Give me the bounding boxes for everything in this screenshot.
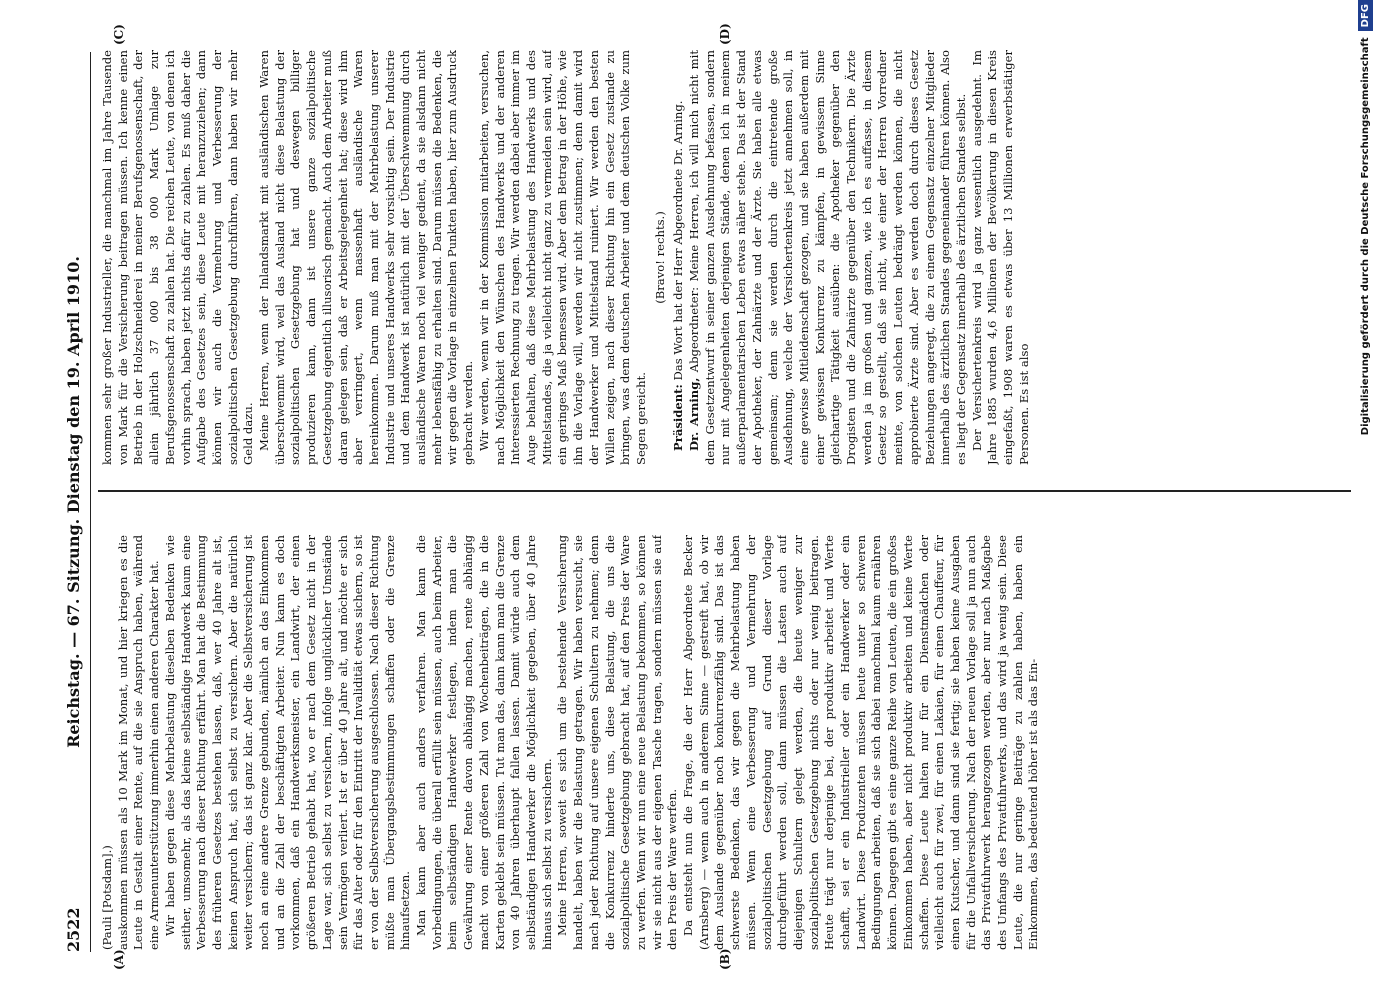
- paragraph: Meine Herren, wenn der Inlandsmarkt mit ausländischen Waren überschwemmt wird, weil das Ausland nicht diese Belastung der sozialpolitischen Gesetzgebung hat und deswegen billiger produzieren kann, dann ist unsere ganze sozialpolitische Gesetzgebung eigentlich illusorisch gemacht. Auch dem Arbeiter muß daran gelegen sein, daß er Arbeitsgelegenheit hat; diese wird ihm aber verringert, wenn massenhaft ausländische Waren hereinkommen. Darum muß man mit der Mehrbelastung unserer Industrie und unseres Handwerks sehr vorsichtig sein. Der Industrie und dem Handwerk ist natürlich mit der Überschwemmung durch ausländische Waren noch viel weniger gedient, da sie alsdann nicht mehr lebensfähig zu erhalten sind. Darum müssen die Bedenken, die wir gegen die Vorlage in einzelnen Punkten haben, hier zum Ausdruck gebracht werden.: [257, 50, 476, 465]
- header-rule: [90, 52, 91, 952]
- paragraph: Meine Herren, soweit es sich um die bestehende Versicherung handelt, haben wir die Belastung getragen. Wir haben versucht, sie nach jeder Richtung auf unsere eigenen Schultern zu nehmen; denn die Konkurrenz hinderte uns, diese Belastung, die uns die sozialpolitische Gesetzgebung gebracht hat, auf den Preis der Ware zu werfen. Wenn wir nun eine neue Belastung bekommen, so können wir sie nicht aus der eigenen Tasche tragen, sondern müssen sie auf den Preis der Ware werfen.: [555, 535, 680, 950]
- speaker-role: Abgeordneter:: [687, 286, 702, 373]
- margin-marker-a: (A): [112, 949, 126, 970]
- paragraph: Wir haben gegen diese Mehrbelastung dieselben Bedenken wie seither, umsomehr, als das kleine selbständige Handwerk kaum eine Verbesserung nach dieser Richtung erfährt. Man hat die Bestimmung des früheren Gesetzes bestehen lassen, daß, wer 40 Jahre alt ist, keinen Anspruch hat, sich selbst zu versichern. Aber die natürlich weiter versichern; das ist ganz klar. Aber die Selbstversicherung ist noch an eine andere Grenze gebunden, nämlich an das Einkommen und an die Zahl der beschäftigten Arbeiter. Nun kann es doch vorkommen, daß ein Handwerksmeister, ein Landwirt, der einen größeren Betrieb gehabt hat, wo er nach dem Gesetz nicht in der Lage war, sich selbst zu versichern, infolge unglücklicher Umstände sein Vermögen verliert. Ist er über 40 Jahre alt, und möchte er sich für das Alter oder für den Eintritt der Invalidität etwas sichern, so ist er von der Selbstversicherung ausgeschlossen. Nach dieser Richtung müßte man Übergangsbestimmungen schaffen oder die Grenze hinaufsetzen.: [162, 535, 413, 950]
- page-header: [64, 52, 90, 952]
- margin-marker-c: (C): [112, 24, 126, 45]
- margin-marker-b: (B): [718, 948, 732, 970]
- paragraph: Meine Herren, ich will mich nicht mit dem Gesetzentwurf in seiner ganzen Ausdehnung befassen, sondern nur mit Angelegenheiten derjenigen Stände, denen ich in meinem außerparlamentarischen Leben etwas näher stehe. Das ist der Stand der Apotheker, der Zahnärzte und der Ärzte. Sie haben alle etwas gemeinsam; denn sie werden durch die eintretende große Ausdehnung, welche der Versichertenkreis jetzt annehmen soll, in eine gewisse Mitleidenschaft gezogen, und sie haben außerdem mit einer gewissen Konkurrenz zu kämpfen, in gewissem Sinne gleichartige Tätigkeit ausüben: die Apotheker gegenüber den Drogisten und die Zahnärzte gegenüber den Technikern. Die Ärzte werden ja im großen und ganzen, wie ich es auffasse, in diesem Gesetz so gestellt, daß sie nicht, wie einer der Herren Vorredner meinte, von solchen Leuten bedrängt werden können, die nicht approbierte Ärzte sind. Aber es werden doch durch dieses Gesetz Beziehungen angeregt, die zu einem Gegensatz einzelner Mitglieder innerhalb des ärztlichen Standes gegeneinander führen können. Also es liegt der Gegensatz innerhalb des ärztlichen Standes selbst.: [687, 50, 968, 465]
- paragraph: kommen sehr großer Industrieller, die manchmal im Jahre Tausende von Mark für die Versicherung beitragen müssen. Ich kenne einen Betrieb in der Holzschneiderei in meiner Berufsgenossenschaft, der allein jährlich 37 000 bis 38 000 Mark Umlage zur Berufsgenossenschaft zu zahlen hat. Die reichen Leute, von denen ich vorhin sprach, haben jetzt nichts dafür zu zahlen. Es muß daher die Aufgabe des Gesetzes sein, diese Leute mit heranzuziehen; dann können wir auch die Vermehrung und Verbesserung der sozialpolitischen Gesetzgebung durchführen, dann haben wir mehr Geld dazu.: [100, 50, 256, 465]
- column-left: [100, 535, 1351, 950]
- paragraph: auskommen müssen als 10 Mark im Monat, und hier kriegen es die Leute in Gestalt einer Rente, auf die sie Anspruch haben, während eine Armenunterstützung immerhin einen anderen Charakter hat.: [115, 535, 162, 950]
- dfg-logo: DFG: [1358, 0, 1373, 31]
- digitization-credit: [1354, 0, 1376, 630]
- page-number: 2522: [64, 907, 83, 952]
- paragraph: Wir werden, wenn wir in der Kommission mitarbeiten, versuchen, nach Möglichkeit den Wünschen des Handwerks und der anderen Interessierten Rechnung zu tragen. Wir werden dabei aber immer im Auge behalten, daß diese Mehrbelastung des Handwerks und des Mittelstandes, die ja vielleicht nicht ganz zu vermeiden sein wird, auf ein geringes Maß bemessen wird. Aber dem Betrag in der Höhe, wie ihn die Vorlage will, werden wir nicht zustimmen; denn damit wird der Handwerker und Mittelstand ruiniert. Wir werden den besten Willen zeigen, nach dieser Richtung hin ein Gesetz zustande zu bringen, was dem deutschen Arbeiter und dem deutschen Volke zum Segen gereicht.: [476, 50, 648, 465]
- paragraph: Der Versichertenkreis wird ja ganz wesentlich ausgedehnt. Im Jahre 1885 wurden 4,6 Millionen der Bevölkerung in diesen Kreis eingefaßt, 1908 waren es etwas über 13 Millionen erwerbstätiger Personen. Es ist also: [969, 50, 1031, 465]
- president-text: Das Wort hat der Herr Abgeordnete Dr. Arning.: [671, 100, 686, 381]
- applause-note: (Bravo! rechts.): [652, 211, 667, 304]
- column-right: [100, 50, 1351, 465]
- president-label: Präsident:: [671, 384, 686, 451]
- margin-marker-d: (D): [718, 23, 732, 45]
- paragraph: Da entsteht nun die Frage, die der Herr Abgeordnete Becker (Arnsberg) — wenn auch in anderem Sinne — gestreift hat, ob wir dem Auslande gegenüber noch konkurrenzfähig sind. Das ist das schwerste Bedenken, das wir gegen die Mehrbelastung haben müssen. Wenn eine Verbesserung und Vermehrung der sozialpolitischen Gesetzgebung auf Grund dieser Vorlage durchgeführt werden soll, dann müssen die Lasten auch auf diejenigen Schultern gelegt werden, die heute weniger zur sozialpolitischen Gesetzgebung nichts oder nur wenig beitragen. Heute trägt nur derjenige bei, der produktiv arbeitet und Werte schafft, sei er ein Industrieller oder ein Handwerker oder ein Landwirt. Diese Produzenten müssen heute unter so schweren Bedingungen arbeiten, daß sie sich dabei manchmal kaum ernähren können. Dagegen gibt es eine ganze Reihe von Leuten, die ein großes Einkommen haben, aber nicht produktiv arbeiten und keine Werte schaffen. Diese Leute halten nur für ein Dienstmädchen oder vielleicht auch für zwei, für einen Lakaien, für einen Chauffeur, für einen Kutscher, und dann sind sie fertig; sie haben keine Ausgaben für die Unfallversicherung. Nach der neuen Vorlage soll ja nun auch das Privatfuhrwerk herangezogen werden, aber nur nach Maßgabe des Umfangs des Privatfuhrwerks, und das wird ja wenig sein. Diese Leute, die nur geringe Beiträge zu zahlen haben, haben ein Einkommen, das bedeutend höher ist als das Ein-: [681, 535, 1041, 950]
- speaker-name: Dr. Arning,: [687, 377, 702, 451]
- credit-text: Digitalisierung gefördert durch die Deutsche Forschungsgemeinschaft: [1359, 37, 1371, 436]
- continuation-note: (Pauli [Potsdam].): [100, 845, 114, 950]
- column-divider: [98, 491, 1351, 493]
- paragraph: Man kann aber auch anders verfahren. Man kann die Vorbedingungen, die überall erfüllt sein müssen, auch beim Arbeiter, beim selbständigen Handwerker festlegen, indem man die Gewährung einer Rente davon abhängig machen, rente abhängig macht von einer größeren Zahl von Wochenbeiträgen, die in die Karten geklebt sein müssen. Tut man das, dann kann man die Grenze von 40 Jahren überhaupt fallen lassen. Damit würde auch dem selbständigen Handwerker die Möglichkeit gegeben, über 40 Jahre hinaus sich selbst zu versichern.: [414, 535, 554, 950]
- page-title: Reichstag. — 67. Sitzung. Dienstag den 19. April 1910.: [64, 256, 83, 748]
